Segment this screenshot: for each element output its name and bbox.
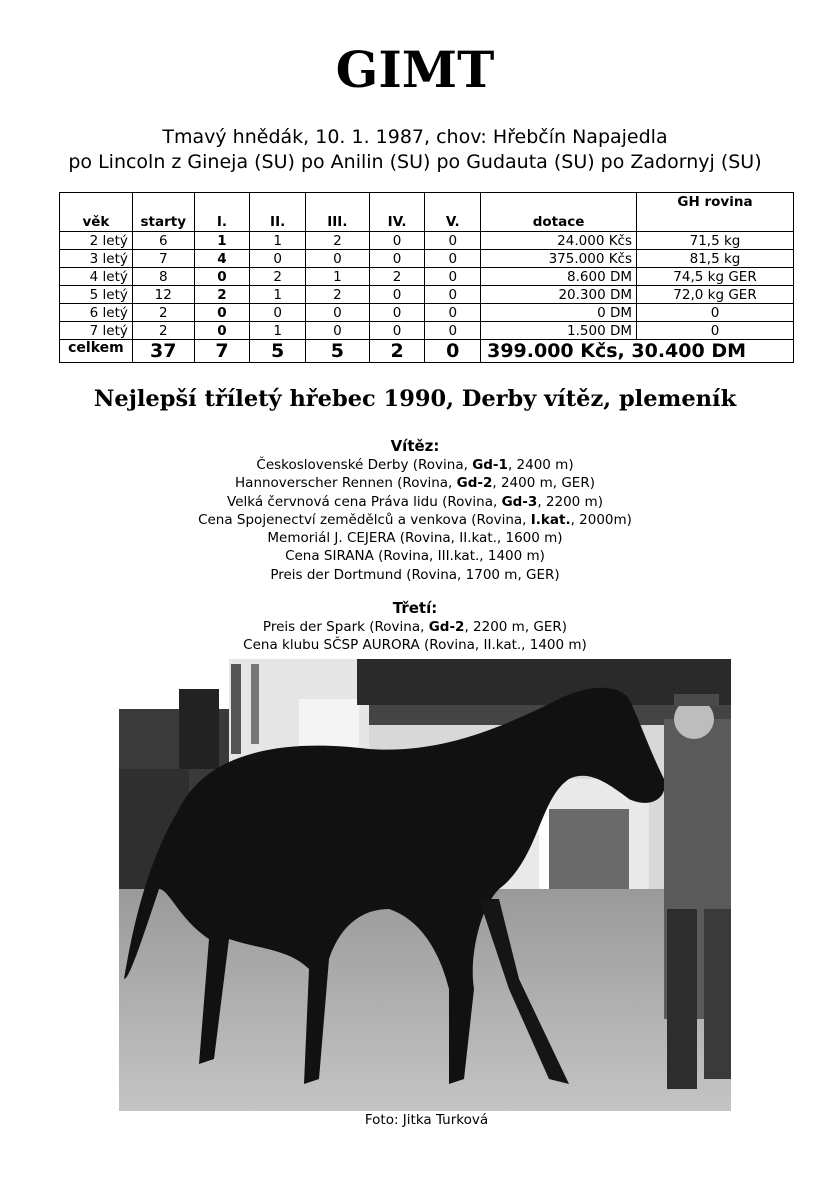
cell-second: 0 [250, 250, 306, 268]
race-text: Cena SIRANA (Rovina, III.kat., 1400 m) [285, 548, 545, 565]
table-row [60, 232, 794, 250]
table-row [60, 268, 794, 286]
cell-fourth: 0 [369, 304, 425, 322]
cell-age: 3 letý [60, 250, 133, 268]
race-text: Memoriál J. CEJERA (Rovina, II.kat., 1600 m) [267, 530, 563, 547]
cell-handicap: 71,5 kg [637, 232, 794, 250]
cell-fourth: 2 [369, 268, 425, 286]
winner-race-item [0, 547, 830, 565]
header-fourth: IV. [369, 193, 425, 232]
cell-third: 1 [305, 268, 369, 286]
cell-second: 1 [250, 322, 306, 340]
cell-third: 0 [305, 250, 369, 268]
cell-handicap: 72,0 kg GER [637, 286, 794, 304]
total-fifth: 0 [425, 340, 481, 363]
cell-age: 7 letý [60, 322, 133, 340]
header-first: I. [194, 193, 250, 232]
cell-age: 6 letý [60, 304, 133, 322]
cell-starts: 6 [132, 232, 194, 250]
cell-starts: 7 [132, 250, 194, 268]
race-grade: Gd-2 [428, 619, 465, 635]
winner-race-item [0, 529, 830, 547]
table-row [60, 286, 794, 304]
cell-starts: 2 [132, 304, 194, 322]
header-third: III. [305, 193, 369, 232]
race-text: , 2200 m) [537, 493, 603, 510]
winner-race-item [0, 474, 830, 492]
table-row [60, 304, 794, 322]
total-third: 5 [305, 340, 369, 363]
total-fourth: 2 [369, 340, 425, 363]
cell-second: 2 [250, 268, 306, 286]
cell-first: 4 [194, 250, 250, 268]
table-row [60, 250, 794, 268]
race-grade: Gd-2 [456, 475, 493, 492]
header-age: věk [60, 193, 133, 232]
cell-fifth: 0 [425, 232, 481, 250]
winner-race-item [0, 566, 830, 584]
cell-handicap: 74,5 kg GER [637, 268, 794, 286]
race-text: , 2400 m) [507, 457, 574, 473]
winner-heading: Vítěz: [390, 437, 440, 455]
race-text: , 2200 m, GER) [464, 619, 568, 635]
cell-first: 0 [194, 322, 250, 340]
cell-handicap: 0 [637, 304, 794, 322]
race-text: Československé Derby (Rovina, [256, 457, 473, 473]
total-first: 7 [194, 340, 250, 363]
cell-third: 2 [305, 286, 369, 304]
cell-third: 0 [305, 304, 369, 322]
cell-first: 0 [194, 268, 250, 286]
winner-race-item [0, 456, 830, 474]
total-starts: 37 [132, 340, 194, 363]
race-text: Velká červnová cena Práva lidu (Rovina, [227, 493, 502, 510]
race-text: Hannoverscher Rennen (Rovina, [235, 475, 457, 492]
total-earnings: 399.000 Kčs, 30.400 DM [481, 340, 794, 363]
photo-credit: Foto: Jitka Turková [364, 1112, 489, 1128]
cell-starts: 12 [132, 286, 194, 304]
header-starts: starty [132, 193, 194, 232]
cell-fourth: 0 [369, 322, 425, 340]
cell-second: 0 [250, 304, 306, 322]
cell-age: 5 letý [60, 286, 133, 304]
cell-fifth: 0 [425, 268, 481, 286]
race-text: , 2400 m, GER) [492, 475, 595, 492]
race-text: Cena Spojenectví zemědělců a venkova (Rovina, [198, 511, 531, 528]
cell-starts: 2 [132, 322, 194, 340]
cell-earnings: 8.600 DM [481, 268, 637, 286]
race-text: , 2000m) [570, 511, 632, 528]
horse-pedigree: po Lincoln z Gineja (SU) po Anilin (SU) po Gudauta (SU) po Zadornyj (SU) [68, 151, 762, 173]
third-race-item [0, 618, 830, 636]
cell-handicap: 0 [637, 322, 794, 340]
race-grade: I.kat. [530, 511, 571, 528]
race-grade: Gd-1 [472, 457, 508, 473]
cell-earnings: 1.500 DM [481, 322, 637, 340]
winner-section [0, 437, 830, 584]
total-second: 5 [250, 340, 306, 363]
cell-fourth: 0 [369, 286, 425, 304]
cell-earnings: 20.300 DM [481, 286, 637, 304]
career-headline: Nejlepší tříletý hřebec 1990, Derby vítěz, plemeník [93, 386, 737, 412]
cell-second: 1 [250, 286, 306, 304]
cell-fifth: 0 [425, 322, 481, 340]
race-grade: Gd-3 [501, 493, 538, 510]
cell-fourth: 0 [369, 250, 425, 268]
table-total-row [60, 340, 794, 363]
header-fifth: V. [425, 193, 481, 232]
cell-earnings: 375.000 Kčs [481, 250, 637, 268]
cell-third: 0 [305, 322, 369, 340]
horse-name-title: GIMT [335, 40, 495, 99]
table-row [60, 322, 794, 340]
cell-fifth: 0 [425, 304, 481, 322]
third-heading: Třetí: [392, 599, 438, 617]
cell-second: 1 [250, 232, 306, 250]
total-label: celkem [60, 340, 133, 363]
header-earnings: dotace [481, 193, 637, 232]
third-place-section [0, 599, 830, 655]
race-text: Cena klubu SČSP AURORA (Rovina, II.kat., 1400 m) [243, 637, 587, 654]
winner-race-item [0, 511, 830, 529]
cell-first: 0 [194, 304, 250, 322]
horse-description: Tmavý hnědák, 10. 1. 1987, chov: Hřebčín Napajedla [162, 126, 668, 148]
header-handicap: GH rovina [637, 193, 794, 232]
cell-third: 2 [305, 232, 369, 250]
winner-race-item [0, 493, 830, 511]
cell-starts: 8 [132, 268, 194, 286]
horse-photo-illustration [119, 659, 731, 1111]
third-list [0, 618, 830, 655]
table-header-row [60, 193, 794, 232]
cell-handicap: 81,5 kg [637, 250, 794, 268]
third-race-item [0, 636, 830, 654]
race-text: Preis der Spark (Rovina, [262, 619, 429, 635]
cell-first: 2 [194, 286, 250, 304]
horse-photo [119, 659, 731, 1111]
cell-fifth: 0 [425, 250, 481, 268]
race-text: Preis der Dortmund (Rovina, 1700 m, GER) [270, 566, 560, 583]
cell-earnings: 0 DM [481, 304, 637, 322]
cell-fourth: 0 [369, 232, 425, 250]
cell-fifth: 0 [425, 286, 481, 304]
header-second: II. [250, 193, 306, 232]
cell-earnings: 24.000 Kčs [481, 232, 637, 250]
race-statistics-table [59, 192, 794, 363]
cell-age: 2 letý [60, 232, 133, 250]
cell-first: 1 [194, 232, 250, 250]
cell-age: 4 letý [60, 268, 133, 286]
winner-list [0, 456, 830, 584]
